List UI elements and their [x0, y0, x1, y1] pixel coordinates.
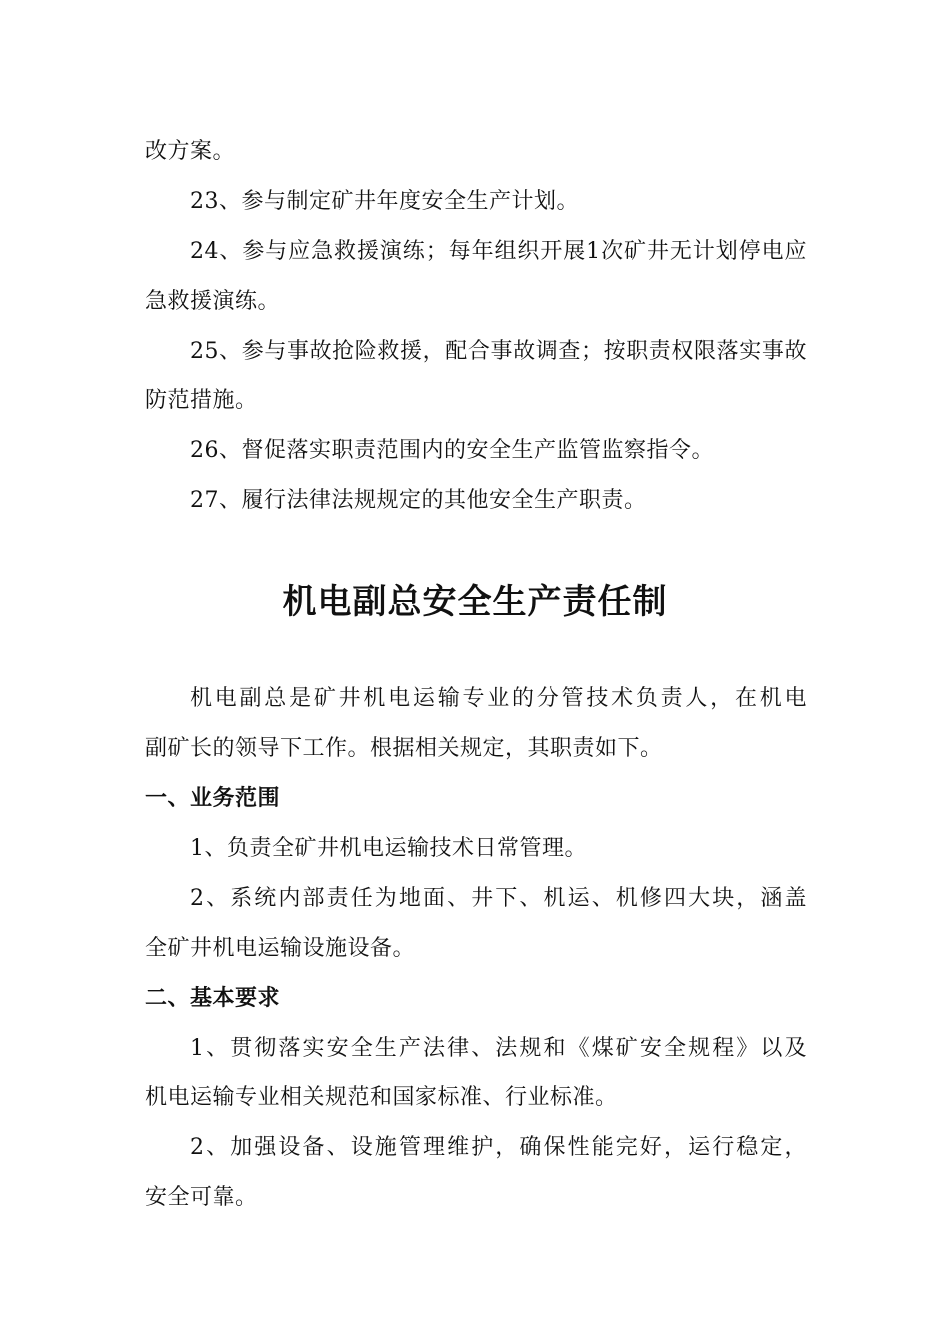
text-line: 24、参与应急救援演练；每年组织开展1次矿井无计划停电应 [190, 239, 807, 264]
heading-business-scope: 一、业务范围 [145, 786, 281, 811]
text-line: 全矿井机电运输设施设备。 [145, 936, 416, 961]
section-title: 机电副总安全生产责任制 [282, 582, 668, 622]
heading-basic-requirements: 二、基本要求 [145, 986, 281, 1011]
text-line: 急救援演练。 [145, 289, 281, 314]
text-line: 机电运输专业相关规范和国家标准、行业标准。 [145, 1085, 618, 1110]
text-line: 防范措施。 [145, 388, 258, 413]
text-line: 1、负责全矿井机电运输技术日常管理。 [190, 836, 587, 861]
text-line: 27、履行法律法规规定的其他安全生产职责。 [190, 488, 647, 513]
text-line: 1、贯彻落实安全生产法律、法规和《煤矿安全规程》以及 [190, 1036, 807, 1061]
text-line: 2、系统内部责任为地面、井下、机运、机修四大块，涵盖 [190, 886, 807, 911]
text-line: 2、加强设备、设施管理维护，确保性能完好，运行稳定， [190, 1135, 807, 1160]
intro-paragraph-line: 副矿长的领导下工作。根据相关规定，其职责如下。 [145, 736, 663, 761]
text-line: 25、参与事故抢险救援，配合事故调查；按职责权限落实事故 [190, 339, 807, 364]
intro-paragraph-line: 机电副总是矿井机电运输专业的分管技术负责人，在机电 [190, 686, 807, 711]
text-line: 安全可靠。 [145, 1185, 258, 1210]
text-line: 改方案。 [145, 139, 236, 164]
text-line: 23、参与制定矿井年度安全生产计划。 [190, 189, 579, 214]
text-line: 26、督促落实职责范围内的安全生产监管监察指令。 [190, 438, 714, 463]
